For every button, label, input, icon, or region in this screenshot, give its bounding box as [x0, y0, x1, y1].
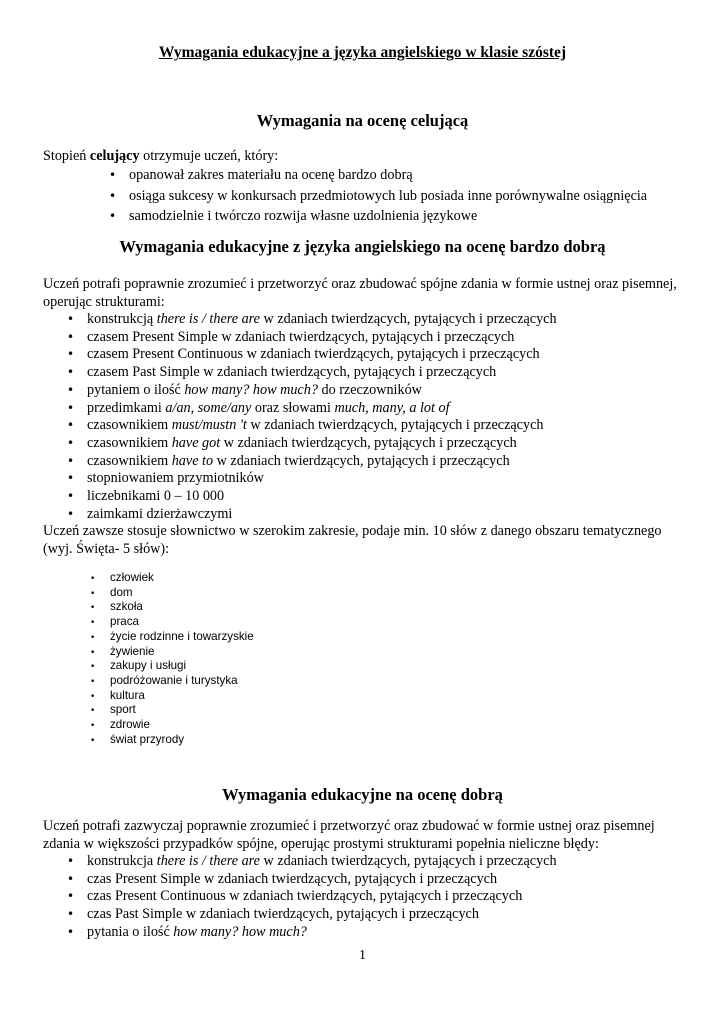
bullet-icon: • — [67, 418, 75, 433]
item-text: konstrukcją — [87, 311, 157, 327]
item-text: czasem Past Simple w zdaniach twierdzących, pytających i przeczących — [87, 364, 497, 381]
list-item-text: opanował zakres materiału na ocenę bardzo dobrą — [129, 167, 413, 183]
item-text: czasem Present Continuous w zdaniach twierdzących, pytających i przeczących — [87, 346, 540, 363]
bullet-icon: • — [67, 471, 75, 486]
heading-celujaca: Wymagania na ocenę celującą — [256, 111, 469, 130]
heading-dobra: Wymagania edukacyjne na ocenę dobrą — [222, 785, 503, 804]
item-text: przedimkami — [87, 399, 166, 416]
topic-text: zdrowie — [110, 718, 150, 732]
item-text: pytaniem o ilość — [87, 381, 185, 398]
list-celujaca — [109, 165, 648, 227]
item-text: w zdaniach twierdzących, pytających i przeczących — [246, 417, 544, 434]
intro-bardzo-dobra: Uczeń potrafi poprawnie zrozumieć i przetworzyć oraz zbudować spójne zdania w formie ustnej oraz pisemnej, operując strukturami: — [43, 276, 677, 310]
bullet-icon: • — [109, 168, 117, 182]
bullet-icon: • — [67, 382, 75, 397]
list-item — [90, 688, 254, 704]
list-item — [90, 600, 254, 615]
item-italic: much, many, a lot of — [334, 399, 450, 416]
list-item — [90, 732, 254, 748]
bullet-icon: • — [67, 506, 75, 521]
item-text: oraz słowami — [251, 399, 335, 416]
bullet-icon: • — [90, 721, 96, 732]
item-text: do rzeczowników — [317, 381, 422, 398]
item-text: pytania o ilość — [87, 923, 174, 940]
list-item — [67, 870, 557, 889]
list-item — [67, 381, 557, 400]
topic-text: świat przyrody — [110, 732, 185, 746]
topic-text: szkoła — [110, 600, 143, 614]
bullet-icon: • — [90, 603, 96, 614]
bullet-icon: • — [90, 632, 96, 643]
vocab-intro: Uczeń zawsze stosuje słownictwo w szerokim zakresie, podaje min. 10 słów z danego obszaru tematycznego (wyj. Święta- 5 słów): — [43, 523, 662, 557]
list-item — [90, 644, 254, 660]
item-text: konstrukcja — [87, 853, 157, 869]
intro-dobra: Uczeń potrafi zazwyczaj poprawnie zrozumieć i przetworzyć oraz zbudować w formie ustnej oraz pisemnej zdania w większości przypadków spójne, operując prostymi strukturami popełnia nieliczne błędy: — [43, 818, 655, 852]
bullet-icon: • — [90, 647, 96, 658]
list-dobra-structures — [67, 853, 557, 942]
list-item — [90, 659, 254, 674]
item-text: zaimkami dzierżawczymi — [87, 505, 233, 522]
bullet-icon: • — [90, 735, 96, 746]
list-item — [67, 364, 557, 382]
list-item — [67, 452, 557, 471]
item-text: w zdaniach twierdzących, pytających i przeczących — [259, 853, 557, 869]
list-item-text: samodzielnie i twórczo rozwija własne uzdolnienia językowe — [129, 208, 478, 224]
heading-bardzo-dobra: Wymagania edukacyjne z języka angielskiego na ocenę bardzo dobrą — [119, 237, 606, 256]
list-item — [90, 703, 254, 718]
item-text: czas Present Continuous w zdaniach twierdzących, pytających i przeczących — [87, 888, 523, 905]
intro-celujaca — [43, 148, 688, 166]
list-item — [67, 505, 557, 524]
topic-text: sport — [110, 703, 136, 717]
list-item — [67, 417, 557, 435]
bullet-icon: • — [67, 907, 75, 922]
bullet-icon: • — [67, 924, 75, 939]
list-item-text: osiąga sukcesy w konkursach przedmiotowych lub posiada inne porównywalne osiągnięcia — [129, 187, 648, 204]
topic-text: zakupy i usługi — [110, 659, 187, 673]
item-text: czasownikiem — [87, 434, 172, 451]
list-item — [67, 906, 557, 924]
topic-text: żywienie — [110, 644, 155, 658]
intro-celujaca-post: otrzymuje uczeń, który: — [139, 148, 279, 164]
bullet-icon: • — [67, 400, 75, 415]
bullet-icon: • — [67, 453, 75, 468]
item-text: czas Past Simple w zdaniach twierdzących, pytających i przeczących — [87, 906, 479, 923]
document-title: Wymagania edukacyjne a języka angielskiego w klasie szóstej — [158, 44, 567, 61]
list-item — [67, 434, 557, 453]
list-item — [109, 186, 648, 207]
list-item — [67, 399, 557, 418]
bullet-icon: • — [90, 662, 96, 673]
item-italic: have got — [171, 434, 221, 451]
item-text: czas Present Simple w zdaniach twierdzących, pytających i przeczących — [87, 870, 498, 887]
list-item — [90, 718, 254, 733]
list-item — [90, 615, 254, 630]
list-item — [109, 206, 647, 227]
topic-text: praca — [110, 615, 140, 629]
list-item — [67, 311, 557, 329]
item-italic: must/mustn 't — [171, 417, 247, 434]
list-vocab-topics — [90, 571, 254, 747]
bullet-icon: • — [67, 871, 75, 886]
item-text: stopniowaniem przymiotników — [87, 470, 264, 487]
intro-celujaca-pre: Stopień — [43, 148, 90, 164]
topic-text: życie rodzinne i towarzyskie — [110, 629, 254, 643]
list-item — [109, 165, 647, 186]
list-item — [90, 629, 254, 645]
item-italic: how many? how much? — [184, 381, 318, 398]
item-text: w zdaniach twierdzących, pytających i przeczących — [213, 452, 510, 469]
item-italic: there is / there are — [156, 311, 260, 327]
bullet-icon: • — [67, 489, 75, 504]
topic-text: dom — [110, 585, 133, 599]
item-italic: a/an, some/any — [165, 399, 252, 416]
item-text: czasownikiem — [87, 417, 172, 434]
bullet-icon: • — [67, 889, 75, 904]
list-item — [90, 585, 254, 601]
bullet-icon: • — [67, 347, 75, 362]
list-item — [67, 346, 557, 364]
bullet-icon: • — [90, 618, 96, 629]
list-item — [67, 923, 557, 942]
topic-text: kultura — [110, 688, 145, 702]
list-item — [90, 571, 254, 586]
topic-text: człowiek — [110, 571, 154, 584]
bullet-icon: • — [109, 209, 117, 223]
bullet-icon: • — [67, 329, 75, 344]
bullet-icon: • — [90, 588, 96, 599]
bullet-icon: • — [90, 574, 96, 584]
page-number: 1 — [359, 948, 366, 963]
list-item — [67, 888, 557, 906]
bullet-icon: • — [109, 188, 117, 203]
list-item — [67, 853, 557, 871]
item-text: czasownikiem — [87, 452, 172, 469]
bullet-icon: • — [67, 312, 75, 326]
bullet-icon: • — [67, 435, 75, 450]
list-bardzo-dobra-structures — [67, 311, 557, 523]
item-italic: how many? how much? — [173, 923, 307, 940]
intro-celujaca-bold: celujący — [89, 148, 140, 164]
item-italic: there is / there are — [156, 853, 260, 869]
bullet-icon: • — [90, 706, 96, 717]
item-text: w zdaniach twierdzących, pytających i przeczących — [220, 434, 517, 451]
topic-text: podróżowanie i turystyka — [110, 673, 238, 687]
bullet-icon: • — [90, 676, 96, 687]
item-text: liczebnikami 0 – 10 000 — [87, 488, 225, 505]
list-item — [67, 488, 557, 506]
item-text: w zdaniach twierdzących, pytających i przeczących — [259, 311, 557, 327]
bullet-icon: • — [90, 691, 96, 702]
list-item — [90, 673, 254, 689]
bullet-icon: • — [67, 365, 75, 380]
list-item — [67, 470, 557, 488]
item-text: czasem Present Simple w zdaniach twierdzących, pytających i przeczących — [87, 328, 515, 345]
list-item — [67, 328, 557, 347]
bullet-icon: • — [67, 854, 75, 868]
item-italic: have to — [171, 452, 214, 469]
